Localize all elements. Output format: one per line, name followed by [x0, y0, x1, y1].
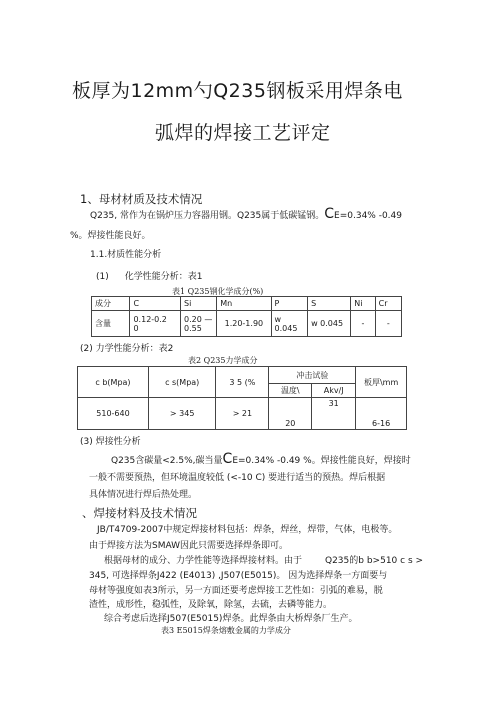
doc-title-line2: 弧焊的焊接工艺评定 — [155, 122, 331, 144]
section1-para-line1 — [90, 206, 402, 222]
table1-p-value: w 0.045 — [271, 311, 308, 337]
table2-v-akv: 31 — [312, 398, 356, 430]
weld-line1-b: E=0.34% -0.49 %。焊接性能良好，焊接时 — [232, 456, 411, 466]
table2-v-yield: > 345 — [148, 398, 215, 430]
weld-ce-symbol: C — [222, 451, 233, 467]
table2-h-impact: 冲击试验 — [269, 367, 356, 384]
table1-ni-value: - — [351, 311, 375, 337]
table1-cr-value: - — [375, 311, 401, 337]
table1-data-row — [92, 311, 402, 337]
table2-data-row — [78, 398, 407, 430]
section2-line7: 综合考虑后选择J507(E5015)焊条。此焊条由大桥焊条厂生产。 — [104, 614, 358, 624]
table1-si-value-line2: 0.55 — [183, 323, 202, 333]
table1-h-c: C — [130, 297, 181, 311]
chem-number: (1) — [96, 272, 109, 282]
table1-h-ni: Ni — [351, 297, 375, 311]
weld-line3: 具体情况进行焊后热处理。 — [89, 490, 198, 500]
table1-caption: 表1 Q235钢化学成分(%) — [172, 287, 264, 296]
section2-line5: 母材等强度如表3所示，另一方面还要考虑焊接工艺性如：引弧的难易，脱 — [89, 586, 383, 596]
table1-h-p: P — [271, 297, 308, 311]
section2-line4: 345, 可选择焊条J422 (E4013) ,J507(E5015)。 因为选择焊条一方面要与 — [89, 571, 388, 581]
table1-si-value — [180, 311, 216, 337]
table2-v-tensile: 510-640 — [78, 398, 149, 430]
weld-line1 — [111, 451, 411, 467]
table2-header-row1 — [78, 367, 407, 384]
section2-line2: 由于焊接方法为SMAW因此只需要选择焊条即可。 — [89, 541, 289, 551]
table1-chemical-composition — [91, 296, 402, 337]
table1-s-value: w 0.045 — [308, 311, 351, 337]
subsection-mech: (2) 力学性能分析：表2 — [80, 344, 174, 354]
section2-line1: JB/T4709-2007中规定焊接材料包括：焊条，焊丝，焊带，气体，电极等。 — [97, 525, 398, 535]
table3-caption: 表3 E5015焊条熔敷金属的力学成分 — [161, 626, 291, 635]
ce-symbol: C — [324, 206, 335, 222]
table1-si-value-line1: 0.20 — — [183, 314, 213, 324]
ce-value: E=0.34% -0.49 — [334, 211, 402, 221]
table1-c-value — [130, 311, 181, 337]
table2-mechanical-properties — [77, 366, 407, 430]
table1-h-mn: Mn — [217, 297, 271, 311]
table1-row-label: 含量 — [92, 311, 130, 337]
chem-label: 化学性能分析：表1 — [124, 272, 203, 282]
table2-h-elongation: 3 5 (% — [216, 367, 269, 398]
section2-heading: 、焊接材料及技术情况 — [82, 506, 197, 520]
table2-v-elongation: > 21 — [216, 398, 269, 430]
weld-line2: 一般不需要预热，但环境温度较低 (<-10 C) 要进行适当的预热。焊后根据 — [89, 473, 386, 483]
section1-para-a: Q235, 常作为在锅炉压力容器用钢。Q235属于低碳锰钢。 — [90, 211, 325, 221]
table2-v-thickness: 6-16 — [356, 398, 407, 430]
table2-h-temp: 温度\ — [269, 384, 312, 398]
subsection-chem — [96, 269, 202, 282]
section2-line6: 渣性，成形性，稳弧性，及除氧，除氢，去硫，去磷等能力。 — [89, 600, 333, 610]
section1-para-line2: %。焊接性能良好。 — [70, 231, 151, 241]
table1-h-si: Si — [180, 297, 216, 311]
section2-line3b: Q235的b b>510 c s > — [325, 556, 424, 566]
table2-h-thickness: 板厚\mm — [356, 367, 407, 398]
table2-v-temp: 20 — [269, 398, 312, 430]
table1-header-row — [92, 297, 402, 311]
subsection-1-1: 1.1.材质性能分析 — [90, 250, 162, 260]
subsection-weldability: (3) 焊接性分析 — [80, 437, 141, 447]
table1-mn-value: 1.20-1.90 — [217, 311, 271, 337]
doc-title-line1: 板厚为12mm勺Q235钢板采用焊条电 — [72, 80, 403, 102]
table2-caption: 表2 Q235力学成分 — [188, 356, 258, 365]
table2-h-tensile: c b(Mpa) — [78, 367, 149, 398]
section2-line3a: 根据母材的成分、力学性能等选择焊接材料。由于 — [104, 556, 303, 566]
table1-h-component: 成分 — [92, 297, 130, 311]
table1-c-value-line1: 0.12-0.2 — [133, 314, 167, 324]
table1-c-value-line2: 0 — [133, 323, 139, 333]
weld-line1-a: Q235含碳量<2.5%,碳当量 — [111, 456, 223, 466]
table2-h-akv: Akv/J — [312, 384, 356, 398]
table1-h-s: S — [308, 297, 351, 311]
table2-h-yield: c s(Mpa) — [148, 367, 215, 398]
table1-h-cr: Cr — [375, 297, 401, 311]
section1-heading: 1、母材材质及技术情况 — [80, 192, 203, 206]
